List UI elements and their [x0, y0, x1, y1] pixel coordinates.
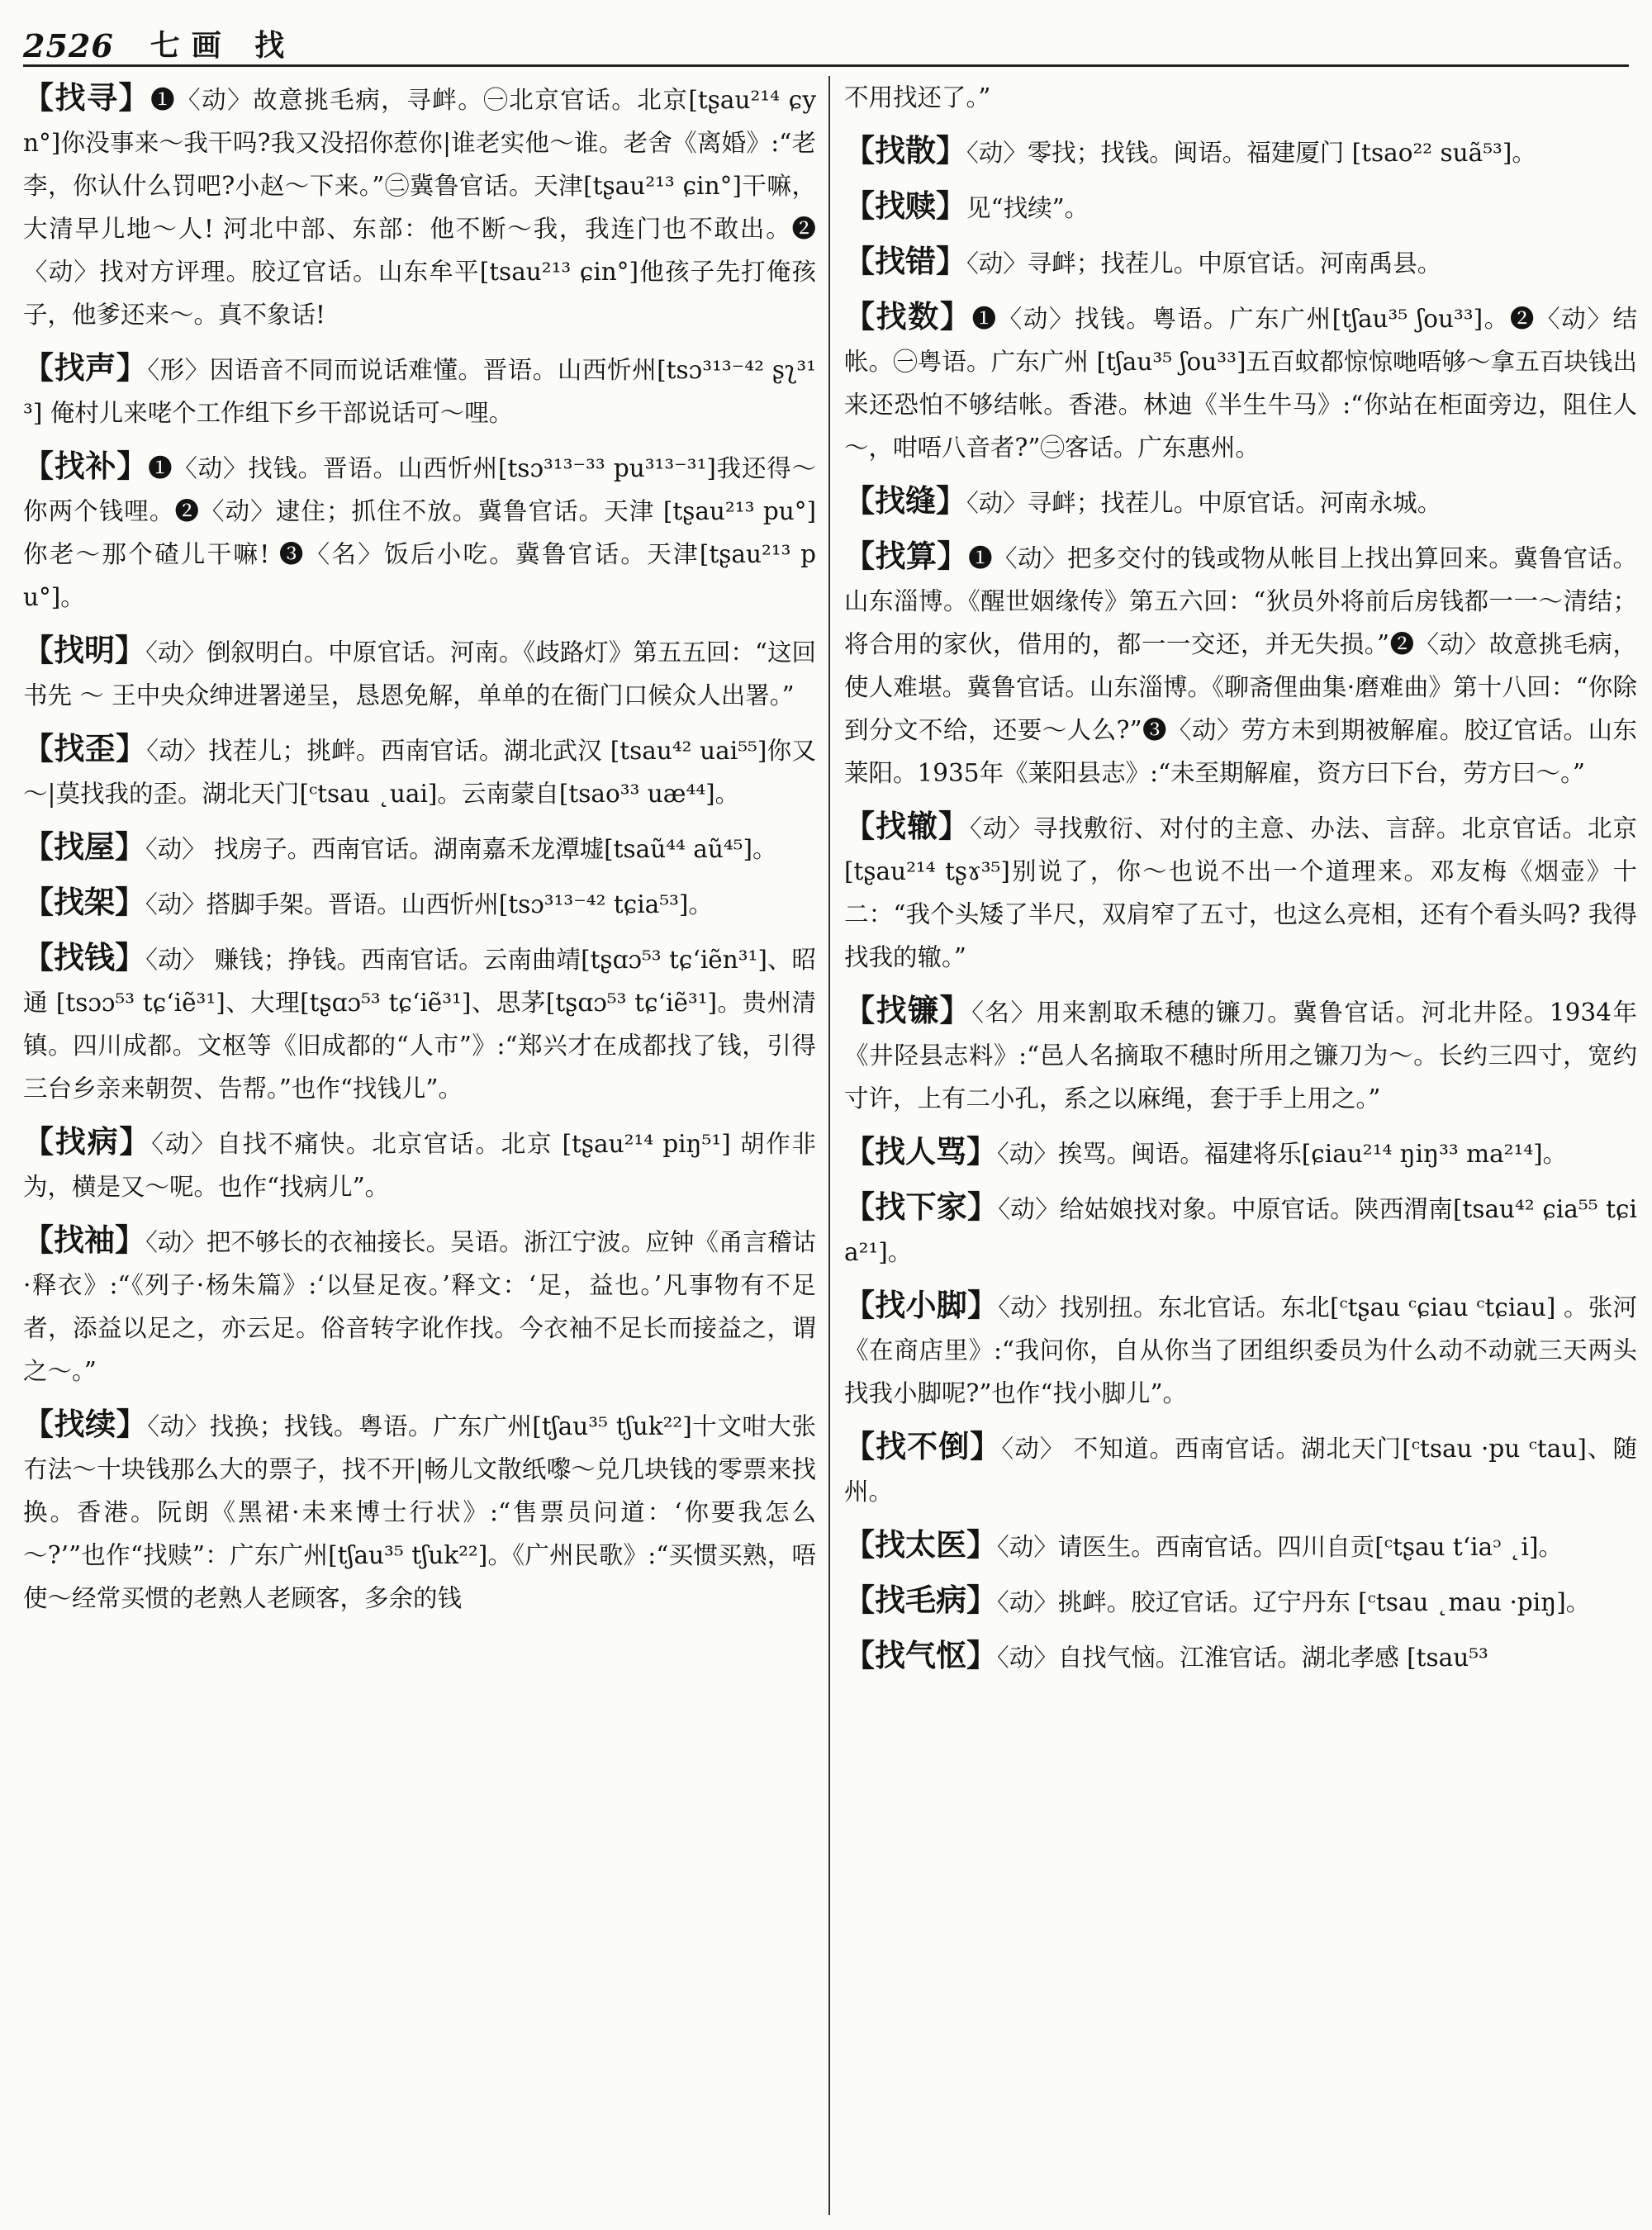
headword: 【找数】	[844, 298, 972, 334]
headword: 【找算】	[844, 538, 969, 574]
entry	[844, 1185, 1637, 1274]
entry	[844, 1634, 1637, 1679]
headword: 【找太医】	[844, 1526, 997, 1563]
entry	[23, 346, 816, 434]
column-divider	[828, 76, 830, 2215]
entry	[23, 1402, 816, 1620]
entry	[844, 184, 1637, 230]
entry	[844, 129, 1637, 174]
entry	[844, 1578, 1637, 1624]
page-header	[23, 18, 1629, 67]
definition: 〈动〉把不够长的衣袖接长。吴语。浙江宁波。应钟《甬言稽诂·释衣》:“《列子·杨朱篇》:‘以昼足夜。’释文：‘足，益也。’凡事物有不足者，添益以足之，亦云足。俗音转字讹作找。今衣袖不足长而接益之，谓之～。”	[23, 1228, 816, 1385]
entry	[23, 76, 816, 336]
definition: 〈动〉挨骂。闽语。福建将乐[ɕiau²¹⁴ ŋiŋ³³ ma²¹⁴]。	[997, 1140, 1568, 1168]
definition: 〈动〉找茬儿；挑衅。西南官话。湖北武汉 [tsau⁴² uai⁵⁵]你又～|莫找我的歪。湖北天门[ᶜtsau ˛uai]。云南蒙自[tsao³³ uæ⁴⁴]。	[23, 737, 816, 808]
definition: 〈动〉自找气恼。江淮官话。湖北孝感 [tsau⁵³	[997, 1644, 1488, 1672]
definition: 〈动〉 赚钱；挣钱。西南官话。云南曲靖[tʂɑɔ⁵³ tɕʻiẽn³¹]、昭通 [tsɔɔ⁵³ tɕʻiẽ³¹]、大理[tʂɑɔ⁵³ tɕʻiẽ³¹]、思茅[tʂɑɔ⁵³ tɕʻiẽ³¹]。贵州清镇。四川成都。文枢等《旧成都的“人市”》:“郑兴才在成都找了钱，引得三台乡亲来朝贺、告帮。”也作“找钱儿”。	[23, 946, 816, 1103]
headword: 【找赎】	[844, 187, 966, 224]
headword: 【找镰】	[844, 992, 972, 1028]
entry	[844, 240, 1637, 285]
definition: 〈名〉用来割取禾穗的镰刀。冀鲁官话。河北井陉。1934年《井陉县志料》:“邑人名摘取不穗时所用之镰刀为～。长约三四寸，宽约寸许，上有二小孔，系之以麻绳，套于手上用之。”	[844, 999, 1637, 1113]
definition: 〈动〉寻衅；找茬儿。中原官话。河南禹县。	[966, 249, 1442, 278]
headword: 【找缝】	[844, 482, 966, 519]
headword: 【找钱】	[23, 939, 146, 975]
entry	[23, 629, 816, 717]
headword: 【找屋】	[23, 828, 145, 865]
definition: 〈动〉 找房子。西南官话。湖南嘉禾龙潭墟[tsaũ⁴⁴ aũ⁴⁵]。	[145, 835, 777, 863]
entry	[844, 804, 1637, 979]
definition: 〈动〉寻找敷衍、对付的主意、办法、言辞。北京官话。北京 [tʂau²¹⁴ tʂɤ³⁵]别说了，你～也说不出一个道理来。邓友梅《烟壶》十二：“我个头矮了半尺，双肩窄了五寸，也这么亮相，还有个看头吗? 我得找我的辙。”	[844, 814, 1637, 971]
definition: 〈形〉因语音不同而说话难懂。晋语。山西忻州[tsɔ³¹³⁻⁴² ʂʅ³¹³] 俺村儿来咾个工作组下乡干部说话可～哩。	[23, 356, 816, 427]
definition: ❶〈动〉把多交付的钱或物从帐目上找出算回来。冀鲁官话。山东淄博。《醒世姻缘传》第五六回：“狄员外将前后房钱都一一～清结；将合用的家伙，借用的，都一一交还，并无失损。”❷〈动〉故意挑毛病，使人难堪。冀鲁官话。山东淄博。《聊斋俚曲集·磨难曲》第十八回：“你除到分文不给，还要～人么?”❸〈动〉劳方未到期被解雇。胶辽官话。山东莱阳。1935年《莱阳县志》:“未至期解雇，资方曰下台，劳方曰～。”	[844, 544, 1637, 787]
entry	[844, 989, 1637, 1120]
headword: 【找寻】	[23, 79, 151, 116]
definition: ❶〈动〉找钱。粤语。广东广州[tʃau³⁵ ʃou³³]。❷〈动〉结帐。㊀粤语。广东广州 [tʃau³⁵ ʃou³³]五百蚊都惊惊哋唔够～拿五百块钱出来还恐怕不够结帐。香港。林迪《半生牛马》:“你站在柜面旁边，阻住人～，咁唔八音者?”㊁客话。广东惠州。	[844, 305, 1637, 462]
headword: 【找不倒】	[844, 1428, 1002, 1464]
entry	[23, 825, 816, 871]
headword: 【找袖】	[23, 1222, 146, 1258]
entry	[23, 880, 816, 926]
definition: 〈动〉寻衅；找茬儿。中原官话。河南永城。	[966, 489, 1442, 517]
entry	[844, 479, 1637, 524]
entry	[844, 1425, 1637, 1513]
headword: 【找病】	[23, 1123, 152, 1160]
headword: 【找辙】	[844, 808, 971, 844]
entry-continuation	[844, 76, 1637, 119]
headword: 【找小脚】	[844, 1287, 999, 1323]
definition: 〈动〉零找；找钱。闽语。福建厦门 [tsao²² suã⁵³]。	[966, 139, 1536, 167]
headword: 【找声】	[23, 349, 148, 386]
entry	[844, 295, 1637, 469]
entry	[844, 1283, 1637, 1415]
entry	[844, 1130, 1637, 1175]
definition: 不用找还了。”	[844, 83, 991, 112]
definition: 〈动〉自找不痛快。北京官话。北京 [tʂau²¹⁴ piŋ⁵¹] 胡作非为，横是又～呢。也作“找病儿”。	[23, 1130, 816, 1201]
headword: 【找错】	[844, 243, 966, 279]
headword: 【找下家】	[844, 1189, 999, 1225]
entry	[23, 936, 816, 1110]
headword: 【找散】	[844, 132, 966, 168]
definition: 〈动〉搭脚手架。晋语。山西忻州[tsɔ³¹³⁻⁴² tɕia⁵³]。	[145, 890, 713, 918]
definition: 〈动〉找换；找钱。粤语。广东广州[tʃau³⁵ tʃuk²²]十文咁大张冇法～十块钱那么大的票子，找不开|畅儿文散纸嚟～兑几块钱的零票来找换。香港。阮朗《黑裙·未来博士行状》:“售票员问道：‘你要我怎么～?’”也作“找赎”：广东广州[tʃau³⁵ tʃuk²²]。《广州民歌》:“买惯买熟，唔使～经常买惯的老熟人老顾客，多余的钱	[23, 1412, 816, 1612]
definition: 见“找续”。	[966, 194, 1089, 222]
left-column	[23, 76, 816, 2222]
definition: 〈动〉找别扭。东北官话。东北[ᶜtʂau ᶜɕiau ᶜtɕiau] 。张河《在商店里》:“我问你，自从你当了团组织委员为什么动不动就三天两头找我小脚呢?”也作“找小脚儿”。	[844, 1293, 1637, 1407]
page-number: 2526	[23, 27, 114, 64]
definition: 〈动〉 不知道。西南官话。湖北天门[ᶜtsau ·pu ᶜtau]、随州。	[844, 1435, 1637, 1506]
definition: 〈动〉倒叙明白。中原官话。河南。《歧路灯》第五五回：“这回书先 ～ 王中央众绅进署递呈，恳恩免解，单单的在衙门口候众人出署。”	[23, 638, 816, 709]
entry	[23, 727, 816, 815]
definition: ❶〈动〉找钱。晋语。山西忻州[tsɔ³¹³⁻³³ pu³¹³⁻³¹]我还得～你两个钱哩。❷〈动〉逮住；抓住不放。冀鲁官话。天津 [tʂau²¹³ pu°] 你老～那个碴儿干嘛! ❸〈名〉饭后小吃。冀鲁官话。天津[tʂau²¹³ pu°]。	[23, 454, 816, 611]
headword: 【找明】	[23, 632, 146, 668]
entry	[23, 1218, 816, 1393]
section-title: 七画 找	[150, 28, 297, 63]
definition: ❶〈动〉故意挑毛病，寻衅。㊀北京官话。北京[tʂau²¹⁴ ɕyn°]你没事来～我干吗?我又没招你惹你|谁老实他～谁。老舍《离婚》:“老李，你认什么罚吧?小赵～下来。”㊁冀鲁官话。天津[tʂau²¹³ ɕin°]干嘛，大清早儿地～人! 河北中部、东部：他不断～我，我连门也不敢出。❷〈动〉找对方评理。胶辽官话。山东牟平[tsau²¹³ ɕin°]他孩子先打俺孩子，他爹还来～。真不象话!	[23, 86, 816, 329]
definition: 〈动〉挑衅。胶辽官话。辽宁丹东 [ᶜtsau ˛mau ·piŋ]。	[997, 1588, 1591, 1616]
headword: 【找毛病】	[844, 1582, 997, 1618]
definition: 〈动〉请医生。西南官话。四川自贡[ᶜtʂau tʻiaᵓ ˛i]。	[997, 1533, 1563, 1561]
headword: 【找续】	[23, 1406, 148, 1442]
headword: 【找补】	[23, 448, 149, 484]
entry	[23, 444, 816, 619]
entry	[844, 1523, 1637, 1568]
definition: 〈动〉给姑娘找对象。中原官话。陕西渭南[tsau⁴² ɕia⁵⁵ tɕia²¹]。	[844, 1195, 1637, 1266]
headword: 【找架】	[23, 884, 145, 920]
headword: 【找歪】	[23, 730, 147, 766]
entry	[23, 1120, 816, 1208]
entry	[844, 534, 1637, 795]
headword: 【找气怄】	[844, 1637, 997, 1673]
headword: 【找人骂】	[844, 1133, 997, 1170]
right-column	[844, 76, 1637, 2222]
